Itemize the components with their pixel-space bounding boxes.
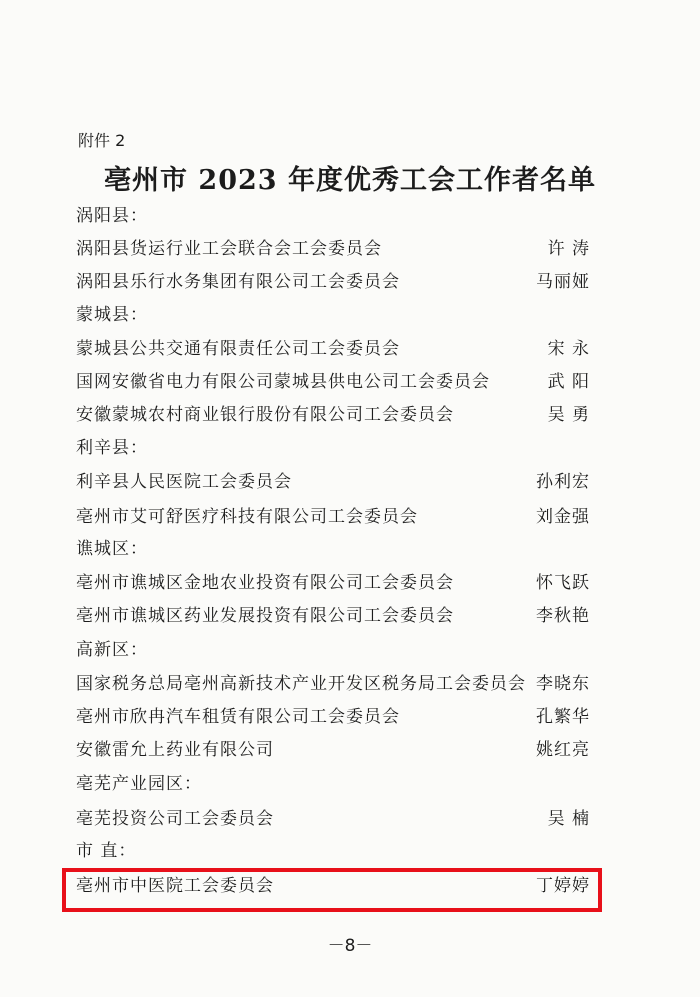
attachment-label: 附件 2	[78, 131, 126, 150]
group-heading-mengcheng: 蒙城县：	[76, 305, 148, 325]
person-name: 武 阳	[547, 372, 590, 392]
org-name: 蒙城县公共交通有限责任公司工会委员会	[76, 339, 400, 359]
list-item	[76, 266, 590, 298]
person-name: 丁婷婷	[536, 876, 590, 896]
org-name: 亳州市谯城区药业发展投资有限公司工会委员会	[76, 606, 454, 626]
org-name: 国网安徽省电力有限公司蒙城县供电公司工会委员会	[76, 372, 490, 392]
list-item	[76, 366, 590, 398]
person-name: 刘金强	[536, 507, 590, 527]
org-name: 涡阳县货运行业工会联合会工会委员会	[76, 239, 382, 259]
person-name: 孔繁华	[536, 707, 590, 727]
group-heading-shizhi: 市 直：	[76, 841, 137, 861]
org-name: 利辛县人民医院工会委员会	[76, 472, 292, 492]
person-name: 怀飞跃	[536, 573, 590, 593]
person-name: 吴 勇	[547, 405, 590, 425]
org-name: 亳芜投资公司工会委员会	[76, 809, 274, 829]
person-name: 许 涛	[547, 239, 590, 259]
list-item	[76, 466, 590, 498]
person-name: 吴 楠	[547, 809, 590, 829]
list-item	[76, 803, 590, 835]
page-number: －8－	[327, 936, 373, 956]
group-heading-qiaocheng: 谯城区：	[76, 539, 148, 559]
list-item	[76, 734, 590, 766]
list-item	[76, 668, 590, 700]
org-name: 亳州市欣冉汽车租赁有限公司工会委员会	[76, 707, 400, 727]
org-name: 亳州市中医院工会委员会	[76, 876, 274, 896]
list-item	[76, 333, 590, 365]
group-heading-lixin: 利辛县：	[76, 438, 148, 458]
list-item	[76, 399, 590, 431]
list-item	[76, 567, 590, 599]
person-name: 姚红亮	[536, 740, 590, 760]
list-item	[76, 600, 590, 632]
person-name: 李秋艳	[536, 606, 590, 626]
list-item	[76, 870, 590, 902]
person-name: 李晓东	[536, 674, 590, 694]
person-name: 马丽娅	[536, 272, 590, 292]
group-heading-woyang: 涡阳县：	[76, 206, 148, 226]
org-name: 安徽蒙城农村商业银行股份有限公司工会委员会	[76, 405, 454, 425]
group-heading-bowu: 亳芜产业园区：	[76, 774, 202, 794]
group-heading-gaoxin: 高新区：	[76, 640, 148, 660]
org-name: 国家税务总局亳州高新技术产业开发区税务局工会委员会	[76, 674, 526, 694]
org-name: 安徽雷允上药业有限公司	[76, 740, 274, 760]
person-name: 孙利宏	[536, 472, 590, 492]
person-name: 宋 永	[547, 339, 590, 359]
list-item	[76, 501, 590, 533]
page-title: 亳州市 2023 年度优秀工会工作者名单	[104, 165, 596, 196]
list-item	[76, 701, 590, 733]
org-name: 亳州市艾可舒医疗科技有限公司工会委员会	[76, 507, 418, 527]
list-item	[76, 233, 590, 265]
org-name: 亳州市谯城区金地农业投资有限公司工会委员会	[76, 573, 454, 593]
org-name: 涡阳县乐行水务集团有限公司工会委员会	[76, 272, 400, 292]
